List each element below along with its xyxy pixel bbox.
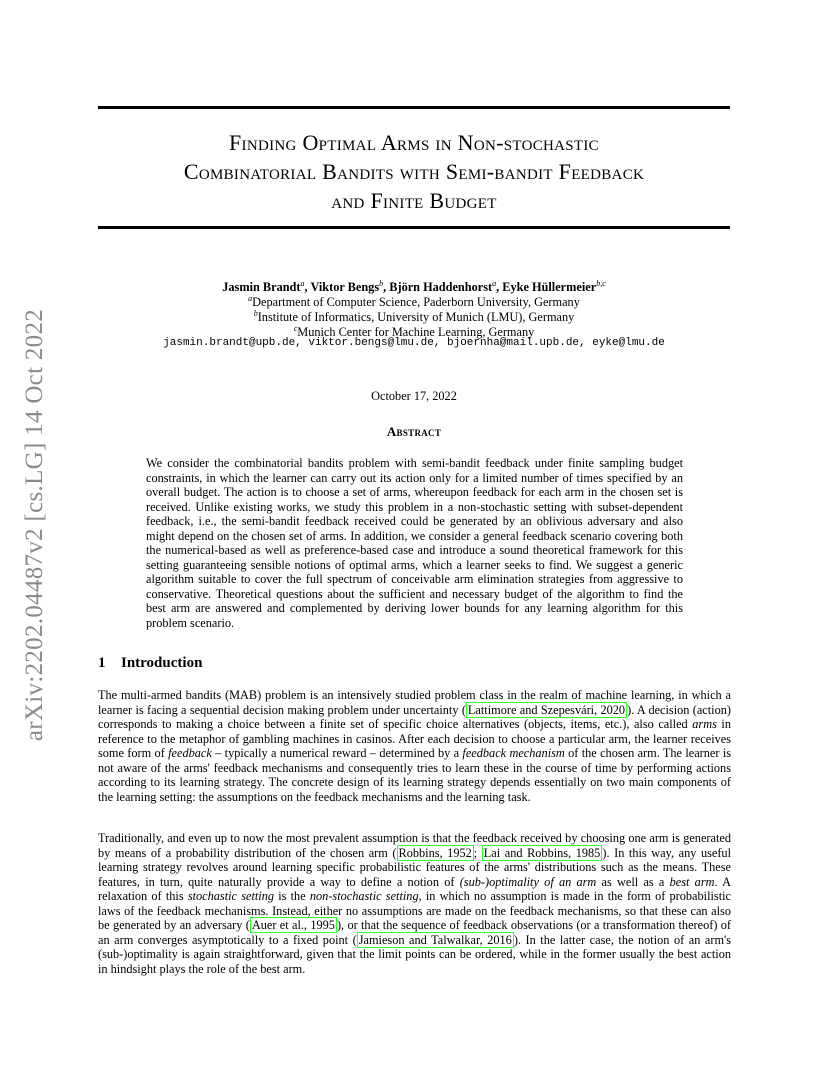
- emphasis-term: stochastic setting: [187, 889, 274, 903]
- text-run: ). In the latter case, the notion of an arm's (sub-)optimality is again straightforward, given that the limit points can be ordered, while in the former usually the best action in hindsight plays the role of the best arm.: [98, 932, 732, 976]
- citation-link[interactable]: Robbins, 1952: [398, 845, 472, 860]
- author-name: Viktor Bengs: [310, 280, 380, 295]
- title-bottom-rule: [98, 226, 730, 229]
- author-separator: ,: [496, 280, 503, 295]
- author-name: Jasmin Brandt: [222, 280, 301, 295]
- text-run: The multi-armed bandits (MAB) problem is an intensively studied problem class in the realm of machine learning, in which a learner is facing a sequential decision making problem under uncertainty (: [98, 688, 731, 717]
- text-run: . A relaxation of this: [98, 874, 731, 903]
- text-run: – typically a numerical reward – determined by a: [211, 746, 463, 760]
- text-run: ). A decision (action) corresponds to making a choice between a finite set of specific choice alternatives (objects, items, etc.), also called: [98, 702, 731, 731]
- emphasis-term: feedback mechanism: [462, 746, 565, 760]
- affiliation-mark: c: [293, 324, 298, 333]
- affiliation-mark: a: [248, 294, 253, 303]
- text-run: as well as a: [596, 874, 670, 889]
- abstract-body: We consider the combinatorial bandits problem with semi-bandit feedback under finite sampling budget constraints, in which the learner can carry out its action only for a limited number of times specified by an overall budget. The action is to choose a set of arms, whereupon feedback for each arm in the chosen set is received. Unlike existing works, we study this problem in a non-stochastic setting with subset-dependent feedback, i.e., the semi-bandit feedback received could be generated by an oblivious adversary and also might depend on the chosen set of arms. In addition, we consider a general feedback scenario covering both the numerical-based as well as preference-based case and introduce a sound theoretical framework for this setting guaranteeing sensible notions of optimal arms, which a learner seeks to find. We suggest a generic algorithm suitable to cover the full spectrum of conceivable arm elimination strategies from aggressive to conservative. Theoretical questions about the sufficient and necessary budget of the algorithm to find the best arm are answered and complemented by deriving lower bounds for any learning algorithm for this problem scenario.: [146, 456, 683, 630]
- author-affiliation-mark: b,c: [596, 279, 606, 288]
- author-name: Eyke Hüllermeier: [502, 280, 597, 295]
- text-run: is the: [274, 889, 310, 903]
- text-run: in reference to the metaphor of gambling machines in casinos. After each decision to choose a particular arm, the learner receives some form of: [98, 717, 732, 760]
- abstract-heading: Abstract: [386, 424, 442, 439]
- emphasis-term: non-stochastic setting: [309, 889, 419, 903]
- arxiv-identifier-text: arXiv:2202.04487v2 [cs.LG] 14 Oct 2022: [21, 308, 49, 742]
- text-run: ;: [473, 845, 482, 860]
- affiliation-text: Munich Center for Machine Learning, Germany: [297, 325, 535, 340]
- author-separator: ,: [383, 280, 390, 295]
- citation-link[interactable]: Lattimore and Szepesvári, 2020: [467, 702, 626, 717]
- text-run: Traditionally, and even up to now the most prevalent assumption is that the feedback received by choosing one arm is generated by means of a probability distribution of the chosen arm (: [98, 831, 731, 860]
- section-title: Introduction: [121, 655, 203, 671]
- author-affiliation-mark: b: [379, 279, 384, 288]
- affiliation-text: Department of Computer Science, Paderborn University, Germany: [252, 295, 580, 310]
- paper-date: October 17, 2022: [371, 389, 457, 403]
- text-run: ), or that the sequence of feedback observations (or a transformation thereof) of an arm converges asymptotically to a fixed point (: [98, 918, 731, 947]
- emphasis-term: (sub-)optimality of an arm: [459, 874, 597, 889]
- citation-link[interactable]: Jamieson and Talwalkar, 2016: [358, 932, 512, 947]
- emphasis-term: best arm: [669, 874, 715, 889]
- citation-link[interactable]: Auer et al., 1995: [251, 918, 335, 932]
- title-line-3: and Finite Budget: [331, 188, 497, 213]
- citation-link[interactable]: Lai and Robbins, 1985: [483, 845, 601, 860]
- body-paragraph: [98, 688, 731, 804]
- author-emails: jasmin.brandt@upb.de, viktor.bengs@lmu.de, bjoernha@mail.upb.de, eyke@lmu.de: [163, 337, 665, 349]
- author-separator: ,: [304, 280, 311, 295]
- title-line-1: Finding Optimal Arms in Non-stochastic: [229, 130, 599, 155]
- affiliation-text: Institute of Informatics, University of Munich (LMU), Germany: [257, 310, 575, 325]
- text-run: , in which no assumption is made in the form of probabilistic laws of the feedback mechanisms. Instead, either no assumptions are made on the feedback mechanisms, so that these can also be generated by an adversary (: [98, 889, 731, 932]
- title-top-rule: [98, 106, 730, 109]
- author-affiliation-mark: a: [300, 279, 305, 288]
- title-line-2: Combinatorial Bandits with Semi-bandit Feedback: [183, 159, 645, 184]
- arxiv-identifier-stamp: [18, 290, 52, 760]
- text-run: ). In this way, any useful learning strategy revolves around learning specific probabilistic features of the arms' distributions such as the means. These features, in turn, quite naturally provide a way to define a notion of: [98, 845, 731, 889]
- author-affiliation-mark: a: [492, 279, 497, 288]
- emphasis-term: feedback: [168, 746, 212, 760]
- section-number: 1: [98, 655, 106, 671]
- section-heading: [98, 655, 730, 672]
- author-name: Björn Haddenhorst: [389, 280, 493, 295]
- text-run: of the chosen arm. The learner is not aware of the arms' feedback mechanisms and consequently tries to learn these in the course of time by performing actions according to its learning strategy. The concrete design of its learning strategy depends essentially on two main components of the learning setting: the assumptions on the feedback mechanisms and the learning task.: [98, 746, 732, 804]
- affiliation-mark: b: [253, 309, 258, 318]
- emphasis-term: arms: [692, 717, 717, 731]
- paper-title: [98, 128, 730, 215]
- body-paragraph: [98, 831, 731, 976]
